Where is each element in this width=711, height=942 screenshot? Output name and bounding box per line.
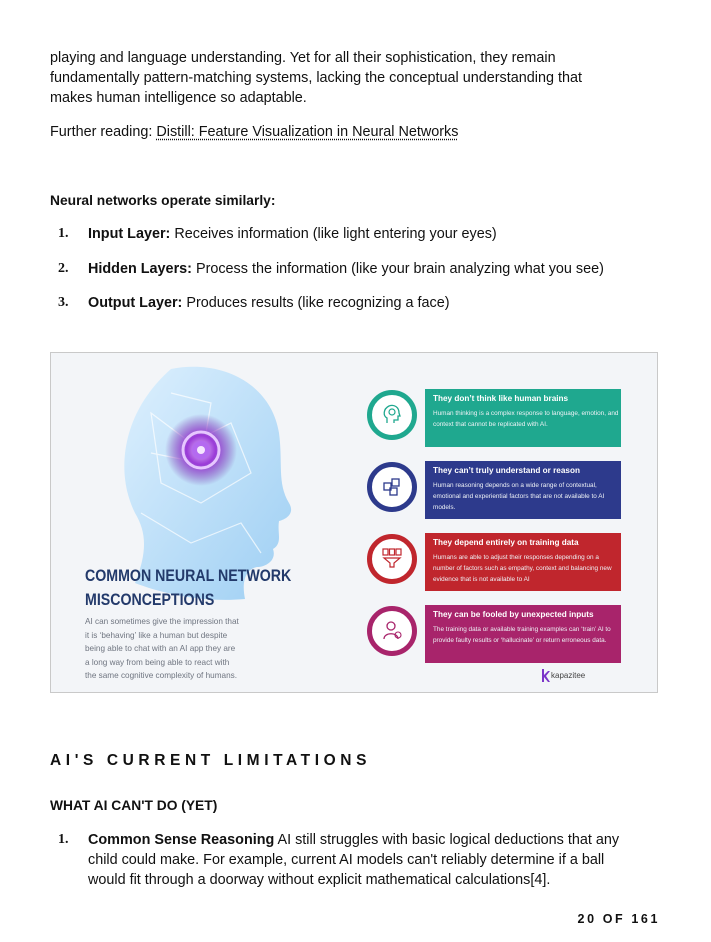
intro-line-3: makes human intelligence so adaptable.	[50, 90, 307, 106]
list-item-text: Receives information (like light entering your eyes)	[170, 226, 497, 242]
intro-line-2: fundamentally pattern-matching systems, lacking the conceptual understanding that	[50, 70, 582, 86]
infographic-description-line: AI can sometimes give the impression that	[85, 617, 239, 626]
sub-heading: WHAT AI CAN'T DO (YET)	[50, 798, 218, 813]
data-funnel-icon	[381, 547, 403, 569]
infographic-description-line: a long way from being able to react with	[85, 657, 230, 667]
list-number: 2.	[58, 261, 69, 276]
further-reading	[50, 122, 660, 142]
intro-paragraph	[50, 48, 660, 108]
misconception-card	[367, 605, 625, 667]
card-title: They don’t think like human brains	[433, 394, 569, 403]
page-number: 20 OF 161	[577, 912, 660, 926]
infographic-title	[85, 564, 291, 612]
card-icon-ring	[367, 534, 417, 584]
infographic-title-line-2: MISCONCEPTIONS	[85, 591, 215, 609]
misconception-card	[367, 389, 625, 451]
list-item-title: Common Sense Reasoning	[88, 832, 275, 848]
list-item-text: Process the information (like your brain analyzing what you see)	[191, 261, 604, 277]
list-item-title: Hidden Layers:	[88, 261, 192, 277]
list-item-title: Input Layer:	[88, 226, 171, 242]
card-icon-ring	[367, 606, 417, 656]
card-body	[425, 389, 621, 447]
section-heading: AI'S CURRENT LIMITATIONS	[50, 752, 372, 769]
card-text: The training data or available training examples can ‘train’ AI to provide faulty results or ‘hallucinate’ or return erroneous data.	[433, 626, 611, 644]
card-body	[425, 461, 621, 519]
kapazitee-logo-icon	[541, 669, 550, 682]
list-number: 1.	[58, 226, 69, 241]
further-reading-link[interactable]: Distill: Feature Visualization in Neural Networks	[156, 124, 459, 140]
list-number: 1.	[58, 832, 69, 847]
list-item-text: would fit through a doorway without explicit mathematical calculations[4].	[88, 872, 551, 888]
misconception-card	[367, 533, 625, 595]
infographic-description-line: being able to chat with an AI app they are	[85, 644, 236, 654]
list-item-title: Output Layer:	[88, 295, 183, 311]
card-icon-ring	[367, 390, 417, 440]
card-text: Human thinking is a complex response to language, emotion, and context that cannot be replicated with AI.	[433, 410, 619, 428]
card-text: Humans are able to adjust their responses depending on a number of factors such as empathy, context and balancing new evidence that is not available to AI	[433, 554, 612, 583]
card-text: Human reasoning depends on a wide range of contextual, emotional and experiential factors that are not available to AI models.	[433, 482, 605, 511]
infographic-description-line: it is ‘behaving’ like a human but despite	[85, 630, 228, 640]
card-body	[425, 605, 621, 663]
misconceptions-infographic	[50, 352, 658, 693]
list-item-text: child could make. For example, current AI models can't reliably determine if a ball	[88, 852, 605, 868]
neural-heading: Neural networks operate similarly:	[50, 193, 276, 208]
list-item-text: AI still struggles with basic logical deductions that any	[274, 832, 620, 848]
card-title: They can be fooled by unexpected inputs	[433, 610, 594, 619]
list-number: 3.	[58, 295, 69, 310]
infographic-title-line-1: COMMON NEURAL NETWORK	[85, 567, 292, 585]
list-item-text: Produces results (like recognizing a face)	[182, 295, 450, 311]
infographic-description-line: the same cognitive complexity of humans.	[85, 671, 237, 681]
puzzle-head-icon	[381, 475, 403, 497]
confused-person-icon	[381, 619, 403, 641]
further-reading-label: Further reading:	[50, 124, 157, 140]
misconception-card	[367, 461, 625, 523]
card-icon-ring	[367, 462, 417, 512]
card-title: They can’t truly understand or reason	[433, 466, 580, 475]
intro-line-1: playing and language understanding. Yet for all their sophistication, they remain	[50, 50, 556, 66]
brand-name: kapazitee	[551, 671, 586, 680]
infographic-description	[85, 615, 275, 683]
head-gears-icon	[381, 403, 403, 425]
card-title: They depend entirely on training data	[433, 538, 579, 547]
card-body	[425, 533, 621, 591]
